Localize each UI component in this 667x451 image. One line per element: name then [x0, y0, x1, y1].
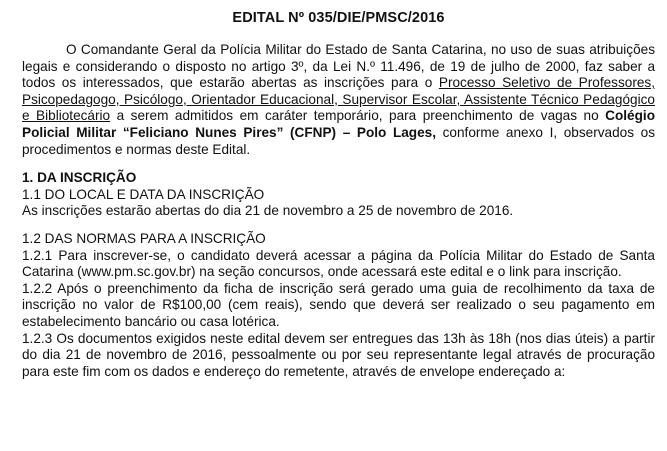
subsection-heading-normas: 1.2 DAS NORMAS PARA A INSCRIÇÃO	[22, 230, 266, 246]
intro-text-part2: a serem admitidos em caráter temporário, para preenchimento de vagas no	[110, 108, 606, 124]
intro-underlined-positions: Processo Seletivo de Professores, Psicopedagogo, Psicólogo, Orientador Educacional, Supervisor Escolar, Assistente Técnico Pedagógico e Bibliotecário	[22, 75, 655, 124]
item-1-2-2: 1.2.2 Após o preenchimento da ficha de inscrição será gerado uma guia de recolhimento da taxa de inscrição no valor de R$100,00 (cem reais), sendo que deverá ser realizado o seu pagamento em estabelecimento bancário ou casa lotérica.	[22, 280, 655, 329]
intro-bold-school: Colégio Policial Militar “Feliciano Nunes Pires” (CFNP) – Polo Lages,	[22, 108, 655, 140]
subsection-text-local-data: As inscrições estarão abertas do dia 21 de novembro a 25 de novembro de 2016.	[22, 203, 514, 219]
intro-text-part3: conforme anexo I, observados os procedimentos e normas deste Edital.	[22, 124, 655, 157]
section-heading-inscricao: 1. DA INSCRIÇÃO	[22, 170, 137, 186]
item-1-2-3: 1.2.3 Os documentos exigidos neste edital devem ser entregues das 13h às 18h (nos dias úteis) a partir do dia 21 de novembro de 2016, pessoalmente ou por seu representante legal através de procuração para este fim com os dados e endereço do remetente, através de envelope endereçado a:	[22, 330, 655, 379]
subsection-heading-local-data: 1.1 DO LOCAL E DATA DA INSCRIÇÃO	[22, 186, 265, 202]
document-title: EDITAL Nº 035/DIE/PMSC/2016	[232, 10, 445, 26]
intro-paragraph	[22, 42, 655, 158]
item-1-2-1: 1.2.1 Para inscrever-se, o candidato deverá acessar a página da Polícia Militar do Estado de Santa Catarina (www.pm.sc.gov.br) na seção concursos, onde acessará este edital e o link para inscrição.	[22, 247, 655, 280]
spacer	[22, 220, 655, 231]
intro-text-part1: O Comandante Geral da Polícia Militar do Estado de Santa Catarina, no uso de suas atribuições legais e considerando o disposto no artigo 3º, da Lei N.º 11.496, de 19 de julho de 2000, faz saber a todos os interessados, que estarão abertas as inscrições para o	[22, 42, 655, 91]
